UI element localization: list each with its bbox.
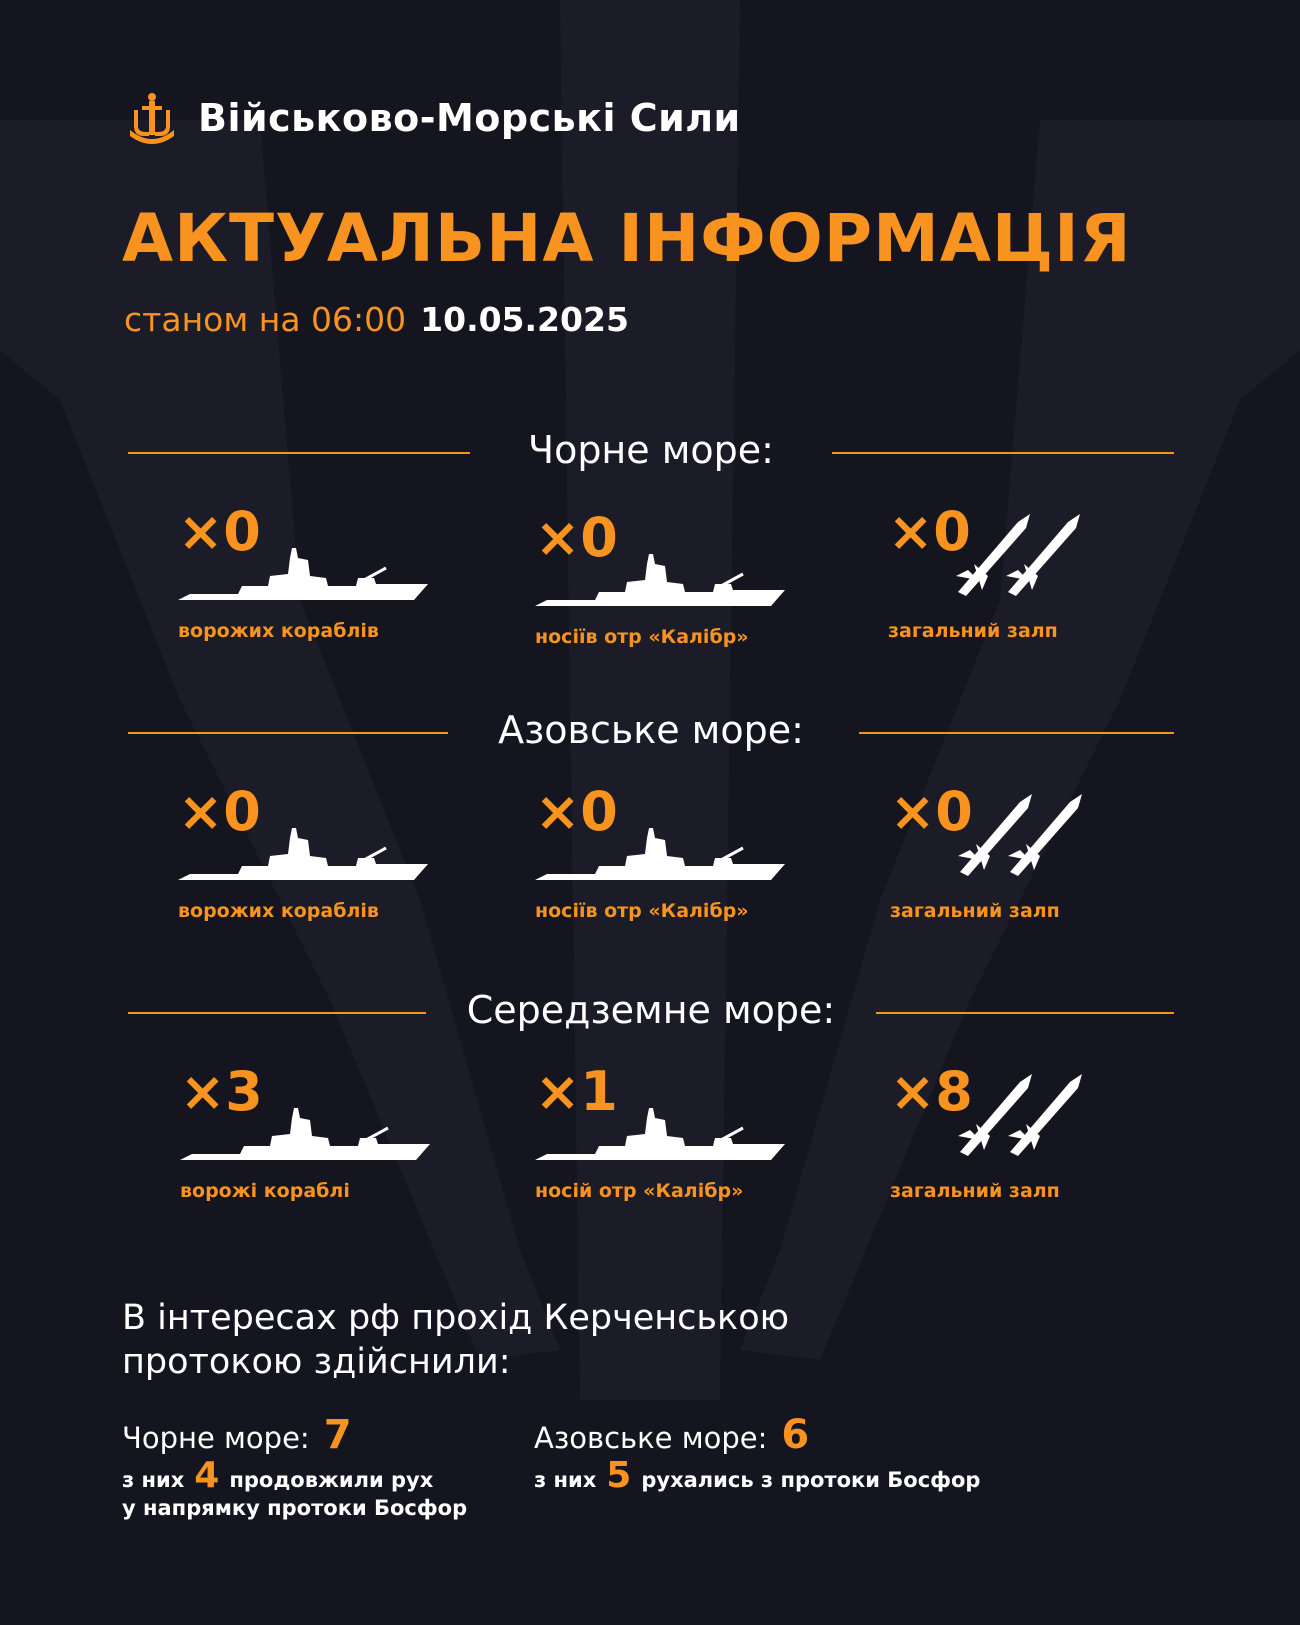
- stat-count: ×3: [180, 1060, 263, 1123]
- stat-label: загальний залп: [890, 1180, 1060, 1202]
- sea-header-azov-sea: [128, 708, 1174, 758]
- divider-line: [876, 1012, 1174, 1014]
- stat-enemy-ships: [180, 1060, 470, 1210]
- divider-line: [832, 452, 1174, 454]
- stat-kalibr-carriers: [535, 780, 825, 930]
- missile-icon: [950, 1060, 1110, 1160]
- page-title: АКТУАЛЬНА ІНФОРМАЦІЯ: [122, 200, 1132, 277]
- stat-enemy-ships: [178, 500, 468, 650]
- detail-count: 4: [194, 1455, 220, 1496]
- stat-total-salvo: [888, 500, 1178, 650]
- stat-count: ×1: [535, 1060, 618, 1123]
- stat-count: ×0: [535, 780, 618, 843]
- kerch-strait-heading: [122, 1296, 822, 1384]
- stat-label: загальний залп: [890, 900, 1060, 922]
- trident-anchor-logo-icon: [128, 92, 176, 144]
- stat-label: загальний залп: [888, 620, 1058, 642]
- sea-header-black-sea: [128, 428, 1174, 478]
- kerch-sea-label: Азовське море:: [534, 1421, 768, 1455]
- detail-text: продовжили рух: [229, 1468, 434, 1492]
- kerch-heading-line: В інтересах рф прохід Керченською: [122, 1298, 790, 1338]
- warship-icon: [535, 544, 785, 614]
- sea-name: Азовське море:: [498, 708, 804, 752]
- stat-count: ×0: [888, 500, 971, 563]
- stat-kalibr-carriers: [535, 506, 825, 656]
- stat-label: носіїв отр «Калібр»: [535, 900, 749, 922]
- detail-text: рухались з протоки Босфор: [641, 1468, 981, 1492]
- detail-prefix: з них: [534, 1468, 597, 1492]
- kerch-azov-sea-block: [534, 1412, 980, 1494]
- stat-label: ворожих кораблів: [178, 620, 379, 642]
- kerch-black-sea-block: [122, 1412, 467, 1522]
- kerch-heading-line: протокою здійснили:: [122, 1342, 511, 1382]
- stat-count: ×0: [890, 780, 973, 843]
- sea-name: Середземне море:: [466, 988, 836, 1032]
- kerch-sea-label: Чорне море:: [122, 1421, 310, 1455]
- stat-total-salvo: [890, 780, 1180, 930]
- stat-count: ×8: [890, 1060, 973, 1123]
- stat-count: ×0: [178, 780, 261, 843]
- warship-icon: [178, 538, 428, 608]
- stat-total-salvo: [890, 1060, 1180, 1210]
- missile-icon: [950, 780, 1110, 880]
- stat-count: ×0: [178, 500, 261, 563]
- org-name: Військово-Морські Сили: [198, 96, 741, 140]
- stat-enemy-ships: [178, 780, 468, 930]
- divider-line: [859, 732, 1174, 734]
- header: [128, 92, 741, 144]
- kerch-sea-count: 7: [323, 1412, 352, 1458]
- sea-header-mediterranean-sea: [128, 988, 1174, 1038]
- stat-label: носій отр «Калібр»: [535, 1180, 744, 1202]
- warship-icon: [180, 1098, 430, 1168]
- report-date: 10.05.2025: [420, 300, 629, 339]
- stat-label: ворожих кораблів: [178, 900, 379, 922]
- as-of-label: станом на 06:00: [124, 300, 407, 339]
- stat-label: ворожі кораблі: [180, 1180, 350, 1202]
- kerch-sea-count: 6: [781, 1412, 810, 1458]
- sea-name: Чорне море:: [528, 428, 774, 472]
- stat-label: носіїв отр «Калібр»: [535, 626, 749, 648]
- detail-prefix: з них: [122, 1468, 185, 1492]
- stat-count: ×0: [535, 506, 618, 569]
- detail-count: 5: [606, 1455, 632, 1496]
- missile-icon: [948, 500, 1108, 600]
- warship-icon: [535, 818, 785, 888]
- warship-icon: [535, 1098, 785, 1168]
- report-timestamp: [124, 300, 629, 339]
- detail-text: у напрямку протоки Босфор: [122, 1496, 468, 1520]
- warship-icon: [178, 818, 428, 888]
- stat-kalibr-carriers: [535, 1060, 825, 1210]
